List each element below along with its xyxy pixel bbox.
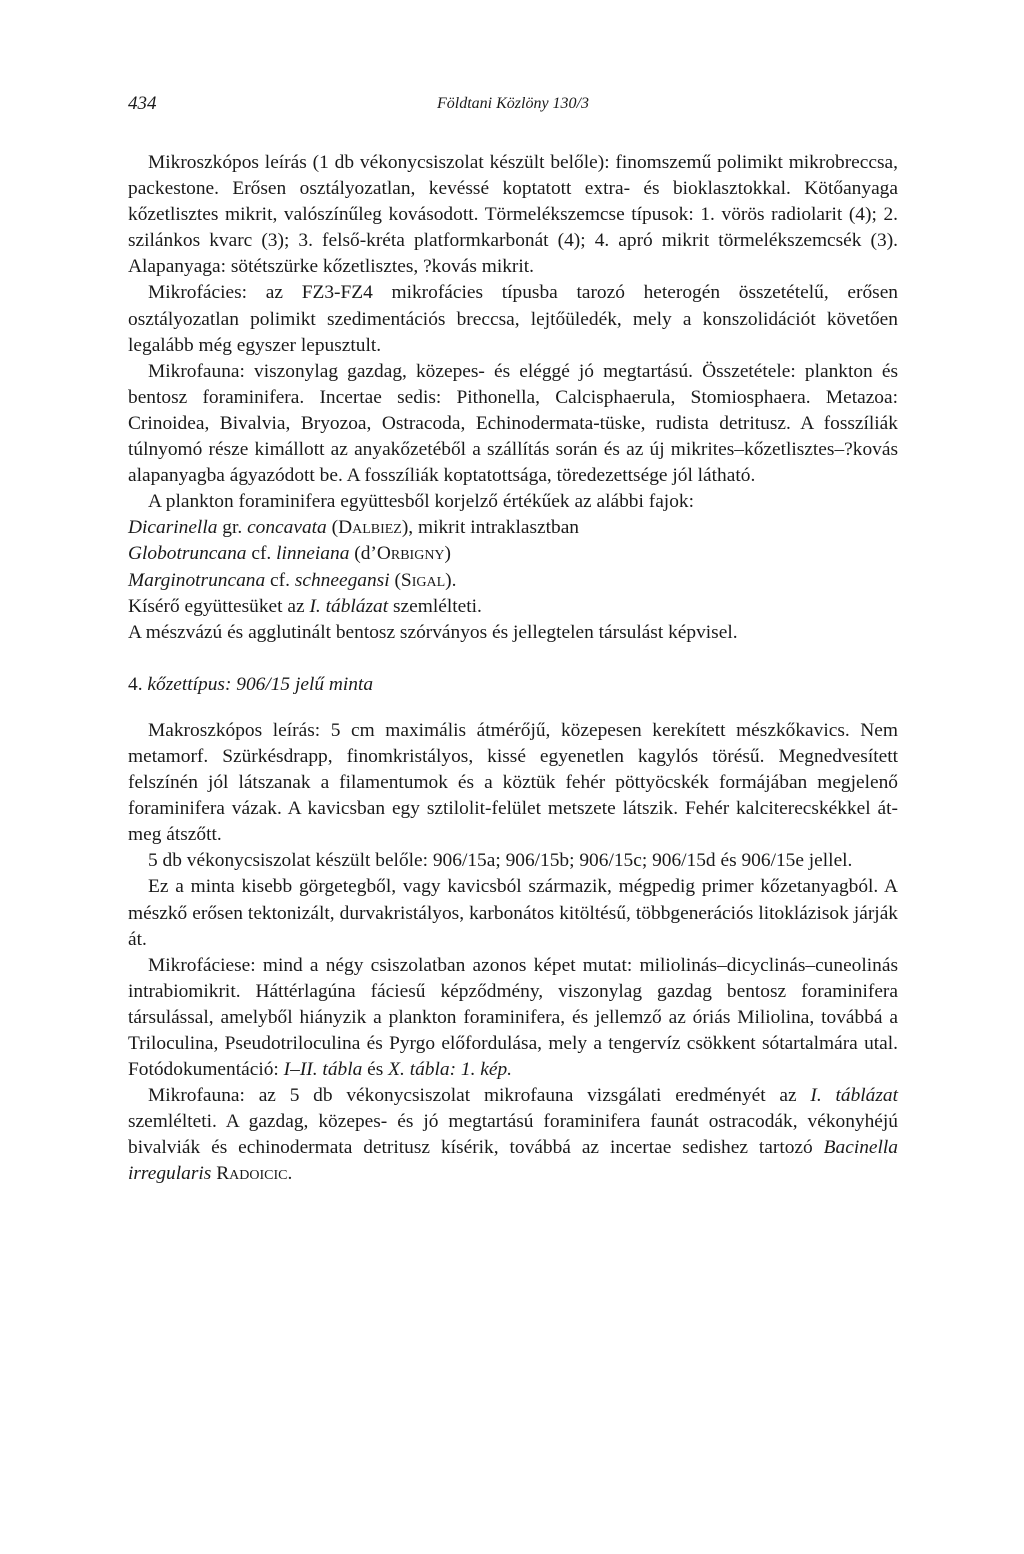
species-genus: Globotruncana: [128, 543, 247, 565]
species-author-close: ).: [445, 569, 457, 591]
text-run: és: [367, 1059, 384, 1081]
paragraph-origin: Ez a minta kisebb görgetegből, vagy kavicsból származik, mégpedig primer kőzetanyagból. A mészkő erősen tektonizált, durvakristályos, karbonátos kitöltésű, többgenerációs litoklázisok járják át.: [128, 876, 898, 950]
paragraph-microfauna: Mikrofauna: viszonylag gazdag, közepes- és eléggé jó megtartású. Összetétele: plankton és bentosz foraminifera. Incertae sedis: Pithonella, Calcisphaerula, Stomiosphaera. Metazoa: Crinoidea, Bivalvia, Bryozoa, Ostracoda, Echinodermata-tüske, rudista detritusz. A fosszíliák túlnyomó része kimállott az anyakőzetéből a szállítás során és az új mikrites–kőzetlisztes–?kovás alapanyagba ágyazódott be. A fosszíliák koptatottsága, töredezettsége jól látható.: [128, 360, 898, 487]
journal-title: Földtani Közlöny 130/3: [437, 95, 589, 112]
main-text: [128, 150, 898, 1188]
paragraph-table-reference: [128, 594, 898, 620]
paragraph-thin-sections: 5 db vékonycsiszolat készült belőle: 906/15a; 906/15b; 906/15c; 906/15d és 906/15e jellel.: [148, 850, 853, 872]
paragraph-microfacies-2: [128, 953, 898, 1083]
section-heading: [128, 672, 898, 698]
section-title: kőzettípus: 906/15 jelű minta: [147, 673, 374, 695]
running-header: [128, 93, 898, 123]
species-author: adoicic: [229, 1163, 288, 1185]
plate-reference: X. tábla: 1. kép.: [388, 1059, 513, 1081]
text-run: Mikrofáciese: mind a négy csiszolatban azonos képet mutat: miliolinás–dicyclinás–cuneolinás intrabiomikrit. Háttérlagúna fáciesű képződmény, viszonylag gazdag bentosz foraminifera társulással, amelyből hiányzik a plankton foraminifera, és jellemző az óriás Miliolina, továbbá a Triloculina, Pseudotriloculina és Pyrgo előfordulása, mely a tengervíz csökkent sótartalmára utal. Fotódokumentáció:: [128, 954, 898, 1081]
species-name: Bacinella irregularis: [128, 1137, 898, 1185]
paragraph-plankton-intro: A plankton foraminifera együttesből korjelző értékűek az alábbi fajok:: [148, 491, 694, 513]
species-author: igal: [411, 569, 446, 591]
text-run: Kísérő együttesüket az: [128, 595, 305, 617]
text-run: szemlélteti. A gazdag, közepes- és jó megtartású foraminifera faunát ostracodák, vékonyhéjú bivalviák és echinodermata detritusz kísérik, továbbá az incertae sedishez tartozó: [128, 1111, 898, 1159]
spacer: [128, 698, 898, 718]
species-author-open: (d’O: [354, 543, 391, 565]
paragraph-macro-description: Makroszkópos leírás: 5 cm maximális átmérőjű, közepesen kerekített mészkőkavics. Nem metamorf. Szürkésdrapp, finomkristályos, kissé egyenetlen kagylós törésű. Megnedvesített felszínén jól látszanak a filamentumok és a köztük fehér pöttyöcskék formájában megjelenő foraminifera vázak. A kavicsban egy sztilolit-felület metszete látszik. Fehér kalciterecskékkel át- meg átszőtt.: [128, 719, 898, 846]
species-author: rbigny: [390, 543, 445, 565]
paragraph-microfacies: Mikrofácies: az FZ3-FZ4 mikrofácies típusba tarozó heterogén összetételű, erősen osztályozatlan polimikt szedimentációs breccsa, lejtőüledék, mely a konszolidációt követően legalább még egyszer lepusztult.: [128, 282, 898, 356]
page-number: 434: [128, 93, 157, 114]
species-qualifier: cf.: [270, 569, 290, 591]
section-number: 4.: [128, 673, 143, 695]
paragraph-micro-description: Mikroszkópos leírás (1 db vékonycsiszolat készült belőle): finomszemű polimikt mikrobreccsa, packestone. Erősen osztályozatlan, kevéssé koptatott extra- és bioklasztokkal. Kötőanyaga kőzetlisztes mikrit, valószínűleg kovásodott. Törmelékszemcse típusok: 1. vörös radiolarit (4); 2. szilánkos kvarc (3); 3. felső-kréta platformkarbonát (4); 4. apró mikrit törmelékszemcsék (3). Alapanyaga: sötétszürke kőzetlisztes, ?kovás mikrit.: [128, 152, 898, 278]
text-run: .: [287, 1163, 293, 1185]
species-author-close: ), mikrit intraklasztban: [401, 517, 580, 539]
text-run: Mikrofauna: az 5 db vékonycsiszolat mikrofauna vizsgálati eredményét az: [148, 1085, 797, 1107]
species-line: [128, 515, 898, 541]
author-initial: R: [216, 1163, 230, 1185]
species-genus: Marginotruncana: [128, 569, 266, 591]
species-author-close: ): [444, 543, 452, 565]
species-name: linneiana: [276, 543, 350, 565]
species-author: albiez: [352, 517, 402, 539]
table-reference: I. táblázat: [810, 1085, 898, 1107]
text-run: szemlélteti.: [392, 595, 482, 617]
species-author-open: (D: [331, 517, 353, 539]
species-genus: Dicarinella: [128, 517, 218, 539]
spacer: [128, 646, 898, 672]
species-line: [128, 541, 898, 567]
species-qualifier: gr.: [222, 517, 243, 539]
paragraph-benthos: A mészvázú és agglutinált bentosz szórványos és jellegtelen társulást képvisel.: [128, 621, 738, 643]
table-reference: I. táblázat: [309, 595, 389, 617]
species-name: schneegansi: [294, 569, 390, 591]
plate-reference: I–II. tábla: [283, 1059, 363, 1081]
species-name: concavata: [247, 517, 327, 539]
species-qualifier: cf.: [251, 543, 272, 565]
species-line: [128, 568, 898, 594]
species-author-open: (S: [394, 569, 412, 591]
paragraph-microfauna-2: [128, 1083, 898, 1187]
